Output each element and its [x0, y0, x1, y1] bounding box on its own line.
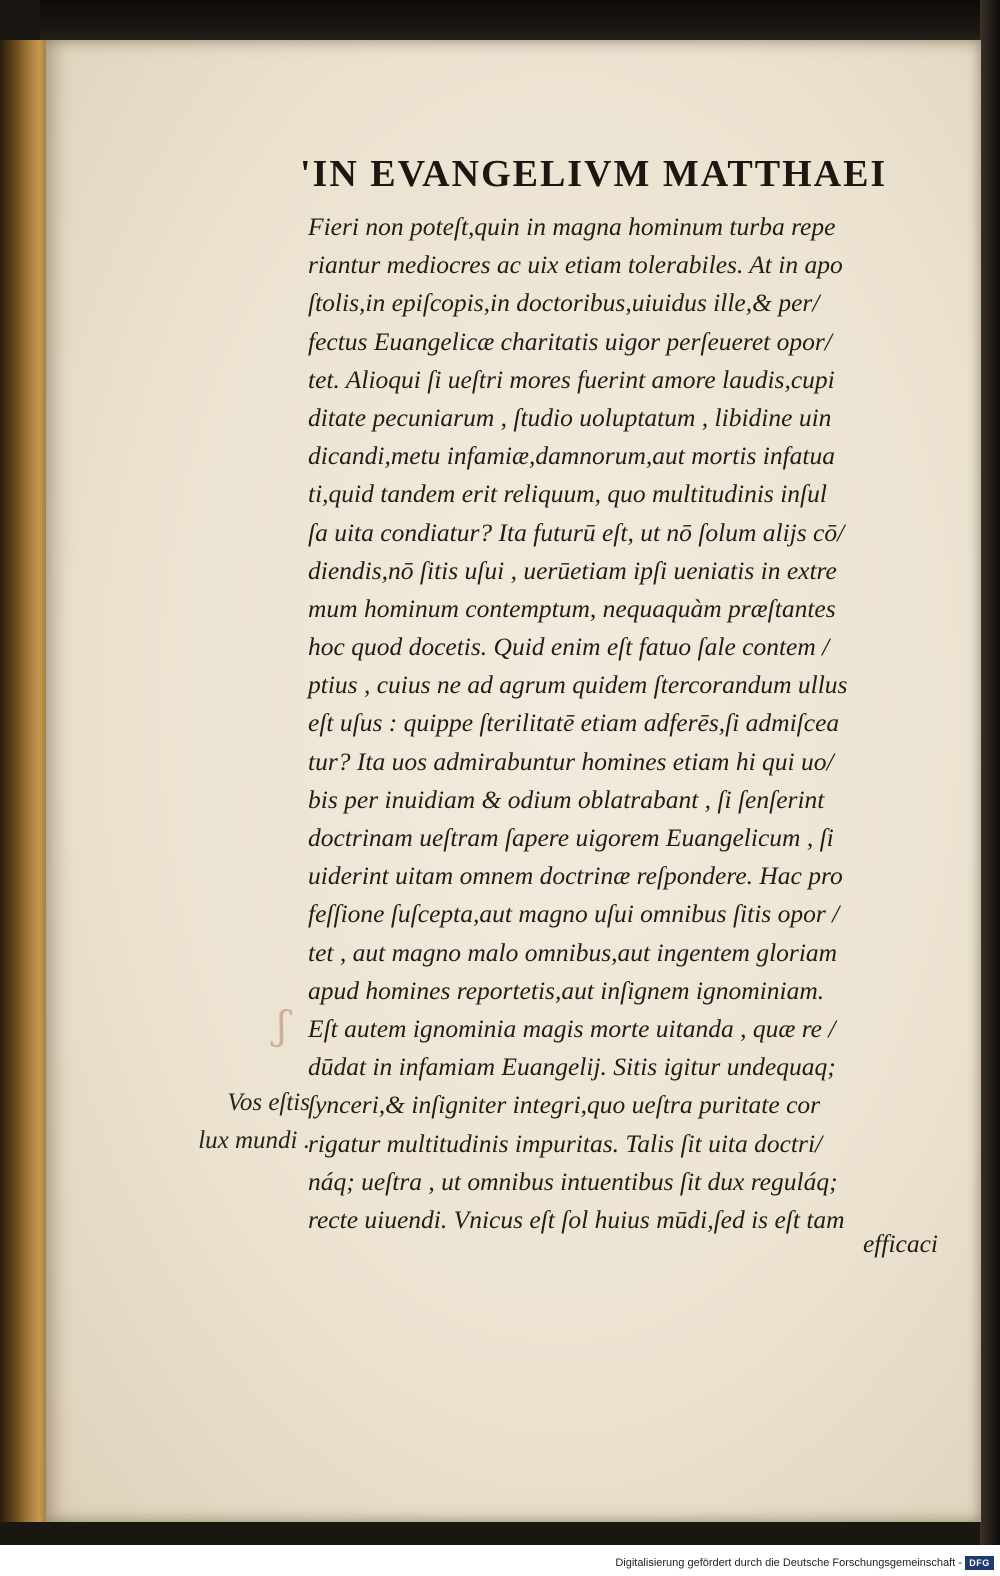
text-line: Eſt autem ignominia magis morte uitanda , quæ re /: [308, 1013, 836, 1043]
text-line: feſſione ſuſcepta,aut magno uſui omnibus ſitis opor /: [308, 899, 840, 929]
book-gilt-edge: [0, 40, 52, 1522]
text-line: ſa uita condiatur? Ita futurū eſt, ut nō ſolum alijs cō/: [308, 517, 845, 547]
marginal-note-line: Vos eſtis: [227, 1089, 310, 1116]
text-line: Fieri non poteſt,quin in magna hominum turba repe: [308, 212, 836, 241]
text-line: ſtolis,in epiſcopis,in doctoribus,uiuidus ille,& per/: [308, 288, 820, 318]
text-line: hoc quod docetis. Quid enim eſt fatuo ſale contem /: [308, 632, 830, 662]
text-line: tur? Ita uos admirabuntur homines etiam hi qui uo/: [308, 746, 834, 776]
text-line: uiderint uitam omnem doctrinæ reſpondere. Hac pro: [308, 861, 843, 891]
text-line: tet. Alioqui ſi ueſtri mores fuerint amore laudis,cupi: [308, 364, 835, 394]
text-line: mum hominum contemptum, nequaquàm præſtantes: [308, 593, 836, 623]
marginal-note: [170, 1084, 310, 1160]
text-line: apud homines reportetis,aut inſignem ignominiam.: [308, 975, 825, 1005]
running-head: 'IN EVANGELIVM MATTHAEI: [300, 153, 888, 195]
text-line: ptius , cuius ne ad agrum quidem ſtercorandum ullus: [308, 670, 848, 700]
text-line: recte uiuendi. Vnicus eſt ſol huius mūdi,ſed is eſt tam: [308, 1204, 845, 1234]
dfg-logo: DFG: [965, 1556, 994, 1570]
book-top-edge: [40, 0, 1000, 44]
text-line: bis per inuidiam & odium oblatrabant , ſi ſenſerint: [308, 784, 825, 814]
text-line: ti,quid tandem erit reliquum, quo multitudinis inſul: [308, 479, 827, 509]
text-line: rigatur multitudinis impuritas. Talis ſit uita doctri/: [308, 1128, 823, 1158]
text-line: eſt uſus : quippe ſterilitatē etiam adferēs,ſi admiſcea: [308, 708, 840, 738]
text-line: riantur mediocres ac uix etiam tolerabiles. At in apo: [308, 250, 843, 280]
text-line: fectus Euangelicæ charitatis uigor perſeueret opor/: [308, 326, 832, 356]
footer-credit: Digitalisierung gefördert durch die Deutsche Forschungsgemeinschaft -: [615, 1557, 962, 1569]
text-line: ſynceri,& inſigniter integri,quo ueſtra puritate cor: [308, 1090, 821, 1120]
text-line: tet , aut magno malo omnibus,aut ingentem gloriam: [308, 937, 838, 967]
manuscript-annotation-mark: ʃ: [273, 1002, 292, 1050]
book-right-edge: [980, 0, 1000, 1545]
text-line: dūdat in infamiam Euangelij. Sitis igitur undequaq;: [308, 1052, 836, 1082]
text-line: dicandi,metu infamiæ,damnorum,aut mortis infatua: [308, 441, 836, 471]
marginal-note-line: lux mundi .: [198, 1127, 310, 1155]
body-text: [308, 208, 948, 1239]
catchword: efficaci: [862, 1229, 938, 1258]
text-line: náq; ueſtra , ut omnibus intuentibus ſit dux reguláq;: [308, 1166, 838, 1196]
text-line: diendis,nō ſitis uſui , uerūetiam ipſi ueniatis in extre: [308, 555, 837, 585]
text-line: doctrinam ueſtram ſapere uigorem Euangelicum , ſi: [308, 823, 834, 852]
footer-bar: [0, 1545, 1000, 1576]
text-line: ditate pecuniarum , ſtudio uoluptatum , libidine uin: [308, 402, 832, 432]
